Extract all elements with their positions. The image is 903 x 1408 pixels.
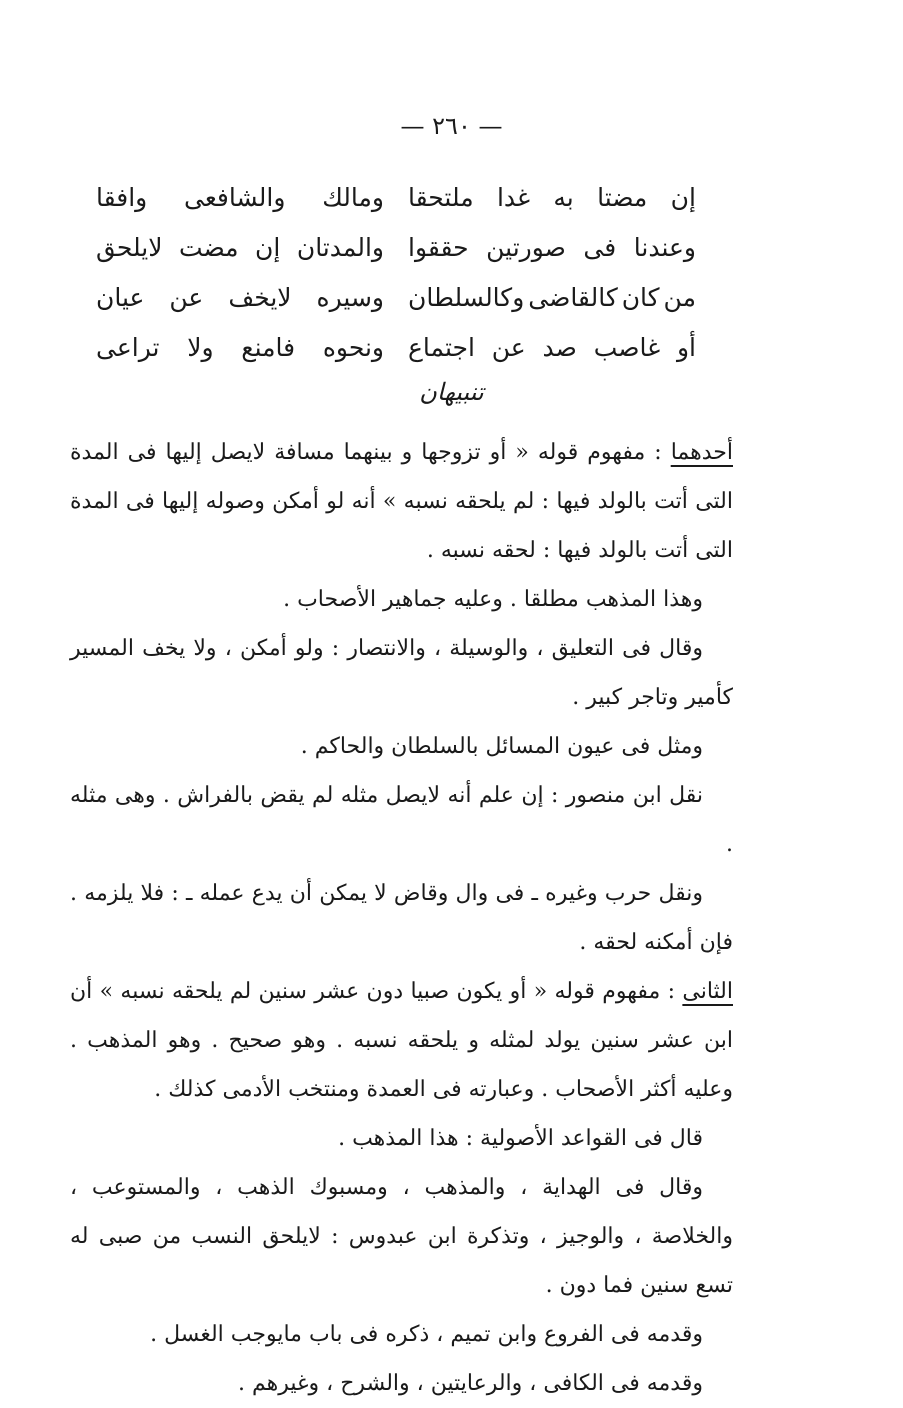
verse-word: عن [169,282,204,312]
hemistich-right [408,183,696,212]
verse-word: عيان [96,282,145,312]
verse-word: أو [676,332,696,362]
verse-word: وكالسلطان [408,282,525,312]
verse-line [96,272,696,322]
section-heading: تنبيهان [419,378,484,406]
verse-word: عن [491,332,526,362]
verse-word: مضتا [597,182,648,212]
paragraph-text: : مفهوم قوله « أو تزوجها و بينهما مسافة لايصل إليها فى المدة التى أتت بالولد فيها : لم يلحقه نسبه » أنه لو أمكن وصوله إليها فى المدة التى أتت بالولد فيها : لحقه نسبه . [70,440,733,563]
paragraph [70,428,733,575]
verse-word: به [553,182,574,212]
hemistich-right [408,283,696,312]
verse-word: ونحوه [322,332,384,362]
verse-word: فامنع [241,332,296,362]
verse-word: لايلحق [96,232,163,262]
paragraph [70,575,733,624]
paragraph-lead: أحدهما [670,440,733,465]
verse-word: والمدتان [296,232,384,262]
verse-word: اجتماع [408,332,475,362]
paragraph [70,722,733,771]
verse-word: فى [583,232,617,262]
paragraph-text: : مفهوم قوله « أو يكون صبيا دون عشر سنين لم يلحقه نسبه » أن ابن عشر سنين يولد لمثله و يلحقه نسبه . وهو صحيح . وهو المذهب . وعليه أكثر الأصحاب . وعبارته فى العمدة ومنتخب الأدمى كذلك . [70,979,733,1102]
verse-word: ومالك [322,182,384,212]
verse-word: تراعى [96,332,160,362]
hemistich-left [96,183,384,212]
paragraph [70,1310,733,1359]
hemistich-left [96,283,384,312]
page-number: — ٢٦٠ — [400,112,503,140]
paragraph [70,1163,733,1310]
verse-word: وعندنا [633,232,696,262]
hemistich-right [408,233,696,262]
paragraph [70,1114,733,1163]
verse-word: وافقا [96,182,148,212]
paragraph-text: وقدمه فى الكافى ، والرعايتين ، والشرح ، وغيرهم . [238,1371,703,1396]
verse-word: حققوا [408,232,469,262]
verse-word: إن [670,182,696,212]
paragraph [70,624,733,722]
verse-word: من [663,282,696,312]
verse-word: وسيره [316,282,384,312]
paragraph-text: وقدمه فى الفروع وابن تميم ، ذكره فى باب مايوجب الغسل . [150,1322,703,1347]
hemistich-right [408,333,696,362]
verse-word: مضت [178,232,239,262]
paragraph-text: وهذا المذهب مطلقا . وعليه جماهير الأصحاب . [283,587,703,612]
paragraph [70,771,733,869]
paragraph [70,967,733,1114]
verse-word: كالقاضى [528,282,618,312]
paragraph-lead: الثانى [682,979,733,1004]
verse-word: غاصب [593,332,661,362]
paragraph [70,869,733,967]
verse-word: لايخف [228,282,292,312]
paragraph-text: قال فى القواعد الأصولية : هذا المذهب . [338,1126,703,1151]
verse-word: صد [542,332,577,362]
paragraph-text: ومثل فى عيون المسائل بالسلطان والحاكم . [300,734,703,759]
hemistich-left [96,333,384,362]
paragraph-text: نقل ابن منصور : إن علم أنه لايصل مثله لم يقض بالفراش . وهى مثله . [70,783,733,857]
paragraph-text: وقال فى الهداية ، والمذهب ، ومسبوك الذهب ، والمستوعب ، والخلاصة ، والوجيز ، وتذكرة ابن عبدوس : لايلحق النسب من صبى له تسع سنين فما دون . [70,1175,733,1298]
verse-word: غدا [496,182,531,212]
verse-word: ولا [187,332,214,362]
body-text [70,428,733,1408]
hemistich-left [96,233,384,262]
verse-line [96,172,696,222]
verse-word: كان [621,282,660,312]
verse-line [96,322,696,372]
verse-line [96,222,696,272]
verse-word: والشافعى [184,182,286,212]
verse-word: إن [255,232,281,262]
paragraph [70,1359,733,1408]
paragraph-text: وقال فى التعليق ، والوسيلة ، والانتصار : ولو أمكن ، ولا يخف المسير كأمير وتاجر كبير . [70,636,733,710]
verse-word: ملتحقا [408,182,474,212]
verse-word: صورتين [486,232,566,262]
paragraph-text: ونقل حرب وغيره ـ فى وال وقاض لا يمكن أن يدع عمله ـ : فلا يلزمه . فإن أمكنه لحقه . [70,881,733,955]
